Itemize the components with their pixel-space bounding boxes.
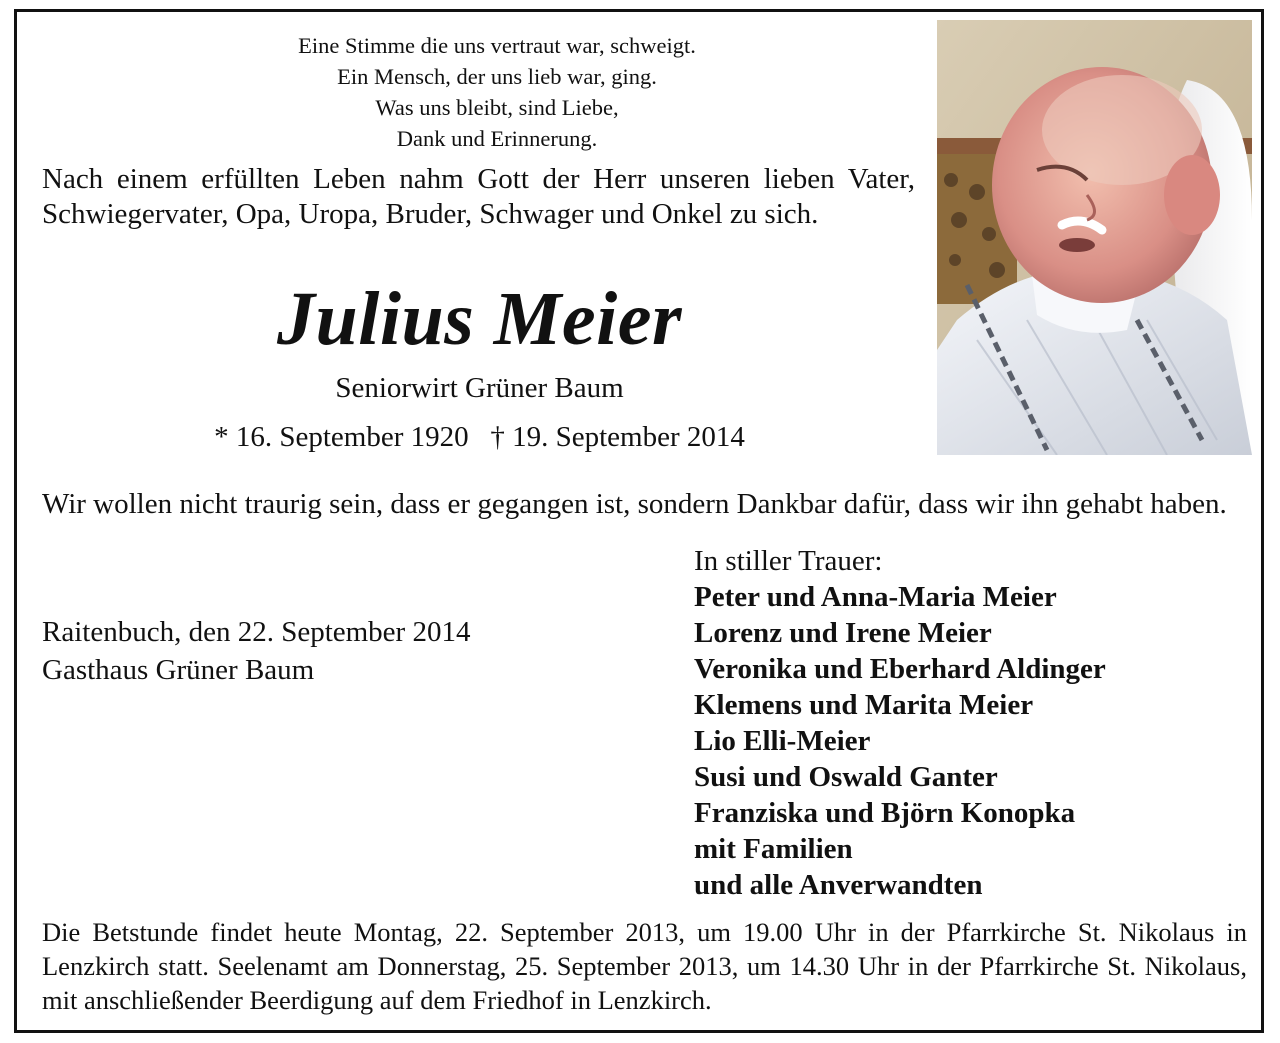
obituary-notice (14, 9, 1264, 1033)
life-dates (17, 419, 942, 455)
mourner-name: Peter und Anna-Maria Meier (694, 581, 1057, 613)
mourners-heading: In stiller Trauer: (694, 545, 883, 577)
place-and-date (42, 613, 470, 689)
deceased-name: Julius Meier (276, 277, 683, 361)
poem-line: Was uns bleibt, sind Liebe, (375, 95, 619, 120)
death-date: † 19. September 2014 (490, 421, 745, 453)
poem-line: Dank und Erinnerung. (396, 126, 598, 151)
mourner-name: Susi und Oswald Ganter (694, 761, 998, 793)
mourner-name: Lio Elli-Meier (694, 725, 871, 757)
poem (47, 30, 947, 154)
birth-date: * 16. September 1920 (214, 421, 469, 453)
poem-line: Eine Stimme die uns vertraut war, schweigt. (298, 33, 696, 58)
mourner-name: Klemens und Marita Meier (694, 689, 1034, 721)
mourner-name: und alle Anverwandten (694, 869, 983, 901)
mourner-name: Franziska und Björn Konopka (694, 797, 1076, 829)
portrait-photo-icon (937, 20, 1252, 455)
place-venue-line: Gasthaus Grüner Baum (42, 654, 315, 686)
place-date-line: Raitenbuch, den 22. September 2014 (42, 616, 471, 648)
date-separator (469, 421, 491, 453)
mourners-block (694, 543, 1106, 903)
service-details: Die Betstunde findet heute Montag, 22. September 2013, um 19.00 Uhr in der Pfarrkirche St. Nikolaus in Lenzkirch statt. Seelenamt am Donnerstag, 25. September 2013, um 14.30 Uhr in der Pfarrkirche St. Nikolaus, mit anschließender Beerdigung auf dem Friedhof in Lenzkirch. (42, 917, 1247, 1015)
portrait-photo (937, 20, 1252, 455)
poem-line: Ein Mensch, der uns lieb war, ging. (337, 64, 657, 89)
intro-text: Nach einem erfüllten Leben nahm Gott der Herr unseren lieben Vater, Schwiegervater, Opa, Uropa, Bruder, Schwager und Onkel zu sich. (42, 163, 915, 230)
mourners-list (694, 579, 1106, 903)
deceased-subtitle: Seniorwirt Grüner Baum (335, 372, 624, 404)
mourner-name: Veronika und Eberhard Aldinger (694, 653, 1106, 685)
mourner-name: mit Familien (694, 833, 853, 865)
mourner-name: Lorenz und Irene Meier (694, 617, 992, 649)
consolation-text: Wir wollen nicht traurig sein, dass er gegangen ist, sondern Dankbar dafür, dass wir ihn gehabt haben. (42, 488, 1227, 520)
